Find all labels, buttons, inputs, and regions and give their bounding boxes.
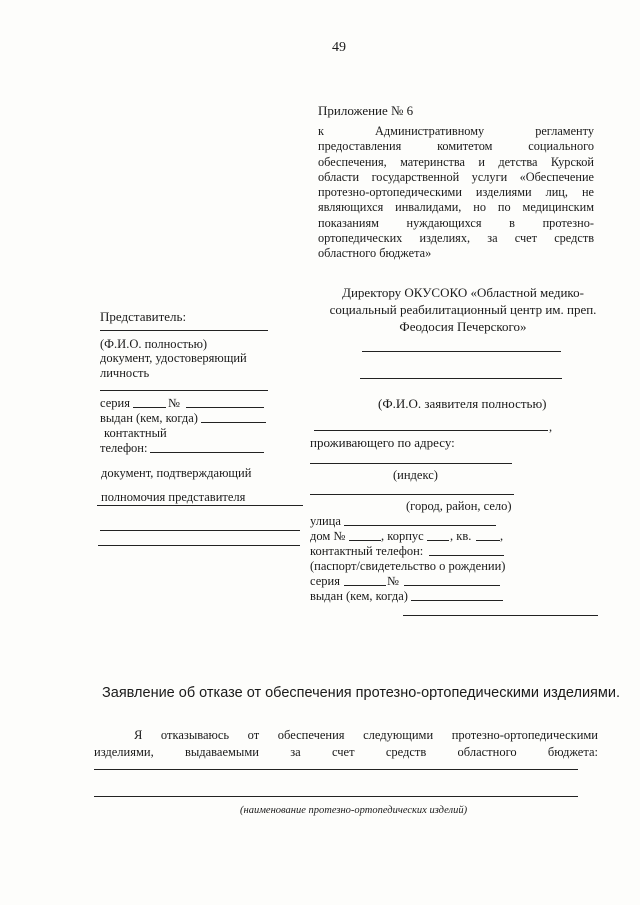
applicant-kv-field[interactable] xyxy=(476,540,500,541)
applicant-end-comma: , xyxy=(500,529,504,543)
representative-phone-field[interactable] xyxy=(150,452,264,453)
statement-line: Я отказываюсь от обеспечения следующими протезно-ортопедическими xyxy=(134,728,598,742)
representative-series-field[interactable] xyxy=(133,407,166,408)
applicant-number-label: № xyxy=(387,574,399,588)
applicant-korpus-field[interactable] xyxy=(427,540,449,541)
representative-fio-label: (Ф.И.О. полностью) xyxy=(100,337,208,351)
representative-title: Представитель: xyxy=(100,309,187,324)
representative-authority-label-2: полномочия представителя xyxy=(101,490,246,504)
appendix-line: являющихся инвалидами, но по медицинским xyxy=(318,200,594,215)
representative-doc-id-label-2: личность xyxy=(100,366,150,380)
representative-doc-id-label: документ, удостоверяющий xyxy=(100,351,247,365)
statement-caption: (наименование протезно-ортопедических изделий) xyxy=(240,805,468,816)
appendix-line: к Административному регламенту xyxy=(318,124,594,138)
applicant-number-field[interactable] xyxy=(404,585,500,586)
applicant-comma: , xyxy=(549,420,553,434)
statement-items-field-2[interactable] xyxy=(94,796,578,797)
appendix-body xyxy=(318,124,594,262)
appendix-line: протезно-ортопедическими изделиями лиц, не xyxy=(318,185,594,200)
applicant-house-label: дом № xyxy=(310,529,346,543)
applicant-fio-label: (Ф.И.О. заявителя полностью) xyxy=(378,396,547,411)
representative-doc-id-field[interactable] xyxy=(100,390,268,391)
director-line: Директору ОКУСОКО «Областной медико- xyxy=(342,285,584,300)
applicant-street-field[interactable] xyxy=(344,525,496,526)
statement-line: изделиями, выдаваемыми за счет средств областного бюджета: xyxy=(94,745,598,759)
director-line: социальный реабилитационный центр им. преп. xyxy=(329,302,597,317)
applicant-phone-field[interactable] xyxy=(429,555,504,556)
applicant-fio-field-2[interactable] xyxy=(360,378,562,379)
representative-fio-field[interactable] xyxy=(100,330,268,331)
representative-series-label: серия xyxy=(100,396,130,410)
representative-number-field[interactable] xyxy=(186,407,264,408)
applicant-passport-label: (паспорт/свидетельство о рождении) xyxy=(310,559,506,573)
page-number: 49 xyxy=(332,40,346,55)
statement-body xyxy=(94,727,598,761)
applicant-index-label: (индекс) xyxy=(393,468,438,482)
applicant-address-label: проживающего по адресу: xyxy=(310,435,455,450)
applicant-issued-field[interactable] xyxy=(411,600,503,601)
applicant-kv-label: , кв. xyxy=(450,529,472,543)
appendix-line: областного бюджета» xyxy=(318,246,432,261)
applicant-street-label: улица xyxy=(310,514,341,528)
applicant-series-label: серия xyxy=(310,574,340,588)
appendix-title: Приложение № 6 xyxy=(318,103,414,118)
director-addressee xyxy=(318,284,608,335)
representative-issued-field[interactable] xyxy=(201,422,266,423)
representative-authority-field-2[interactable] xyxy=(98,545,300,546)
statement-title: Заявление об отказе от обеспечения протезно-ортопедическими изделиями. xyxy=(102,685,621,701)
applicant-city-label: (город, район, село) xyxy=(406,499,512,513)
representative-issued-label: выдан (кем, когда) xyxy=(100,411,198,425)
appendix-line: обеспечения, материнства и детства Курской xyxy=(318,154,594,169)
representative-number-label: № xyxy=(168,396,180,410)
appendix-line: предоставления комитетом социального xyxy=(318,139,594,154)
appendix-line: области государственной услуги «Обеспечение xyxy=(318,169,594,184)
representative-contact-label: контактный xyxy=(104,426,167,440)
applicant-fio-field-3[interactable] xyxy=(314,430,548,431)
applicant-issued-field-2[interactable] xyxy=(403,615,598,616)
appendix-line: показаниям нуждающихся в протезно- xyxy=(318,215,594,230)
statement-items-field[interactable] xyxy=(94,769,578,770)
applicant-series-field[interactable] xyxy=(344,585,386,586)
applicant-index-field[interactable] xyxy=(310,463,512,464)
representative-authority-field[interactable] xyxy=(100,530,300,531)
applicant-phone-label: контактный телефон: xyxy=(310,544,424,558)
representative-phone-label: телефон: xyxy=(100,441,148,455)
applicant-korpus-label: , корпус xyxy=(381,529,424,543)
applicant-fio-field[interactable] xyxy=(362,351,561,352)
applicant-issued-label: выдан (кем, когда) xyxy=(310,589,408,603)
applicant-house-field[interactable] xyxy=(349,540,381,541)
appendix-line: ортопедических изделиях, за счет средств xyxy=(318,231,594,246)
applicant-city-field[interactable] xyxy=(310,494,514,495)
representative-authority-underline xyxy=(97,505,303,506)
director-line: Феодосия Печерского» xyxy=(399,319,527,334)
representative-authority-label: документ, подтверждающий xyxy=(101,466,252,480)
